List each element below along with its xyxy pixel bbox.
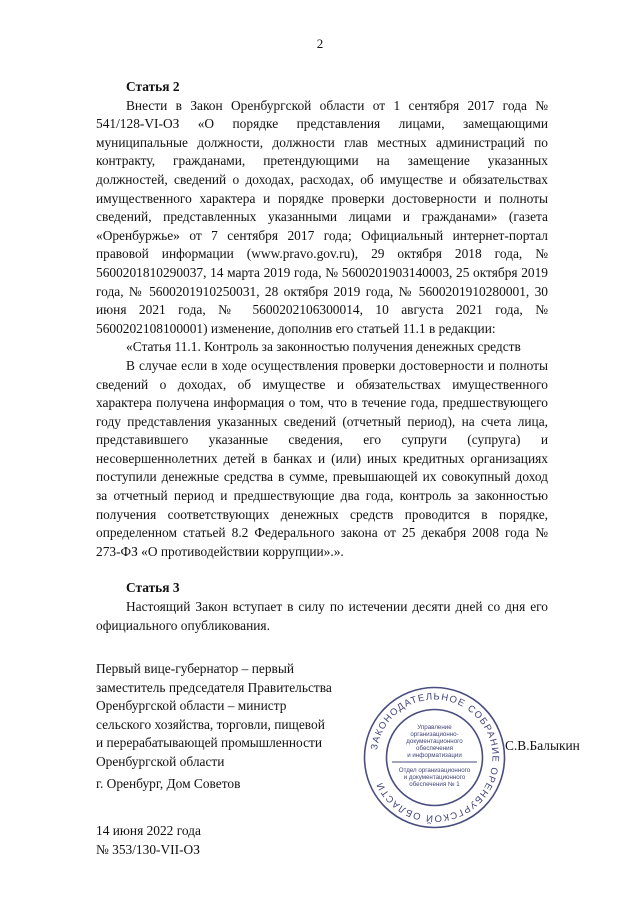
- position-line: сельского хозяйства, торговли, пищевой: [96, 716, 325, 732]
- article-2-title: Статья 2: [126, 79, 180, 94]
- seal-inner-line: обеспечения № 1: [409, 781, 460, 788]
- law-date: 14 июня 2022 года: [96, 823, 201, 838]
- position-line: Первый вице-губернатор – первый: [96, 661, 294, 676]
- seal-inner-line: Управление: [417, 724, 452, 731]
- document-body: [96, 78, 548, 635]
- seal-inner-line: обеспечения: [416, 745, 453, 752]
- position-line: заместитель председателя Правительства: [96, 679, 332, 695]
- page-number: 2: [316, 36, 324, 51]
- law-date-number: [96, 822, 201, 859]
- position-line: Оренбургской области: [96, 753, 225, 769]
- seal-outer-text: ЗАКОНОДАТЕЛЬНОЕ СОБРАНИЕ ОРЕНБУРГСКОЙ ОБЛАСТИ: [368, 691, 501, 824]
- seal-inner-line: Отдел организационного: [398, 767, 471, 774]
- seal-graphic: [362, 685, 507, 830]
- seal-inner-line: организационно-: [410, 731, 459, 738]
- signer-name: С.В.Балыкин: [505, 738, 580, 753]
- law-number: № 353/130-VII-ОЗ: [96, 841, 200, 857]
- seal-inner-line: документационного: [406, 738, 463, 745]
- position-line: Оренбургской области – министр: [96, 698, 287, 714]
- article-3-paragraph: Настоящий Закон вступает в силу по истечении десяти дней со дня его официального опубликования.: [96, 599, 548, 633]
- position-line: и перерабатывающей промышленности: [96, 735, 323, 751]
- seal-inner-line: и документационного: [403, 774, 466, 781]
- signatory-position: [96, 660, 356, 772]
- official-seal-icon: [362, 685, 507, 830]
- signing-place: г. Оренбург, Дом Советов: [96, 776, 241, 791]
- article-2-paragraph: Внести в Закон Оренбургской области от 1 сентября 2017 года № 541/128-VI-ОЗ «О порядке представления лицами, замещающими муниципальные должности, должности глав местных администраций по контракту, гражданами, претендующими на замещение указанных должностей, сведений о доходах, расходах, об имуществе и обязательствах имущественного характера и порядке проверки достоверности и полноты сведений, представленных указанными лицами и гражданами» (газета «Оренбуржье» от 7 сентября 2017 года; Официальный интернет-портал правовой информации (www.pravo.gov.ru), 29 октября 2018 года, № 5600201810290037, 14 марта 2019 года, № 5600201903140003, 25 октября 2019 года, № 5600201910250031, 28 октября 2019 года, № 5600201910280001, 30 июня 2021 года, № 5600202106300014, 10 августа 2021 года, № 5600202108100001) изменение, дополнив его статьей 11.1 в редакции:: [96, 97, 548, 336]
- article-3-title: Статья 3: [126, 580, 180, 596]
- article-2-quote-heading: «Статья 11.1. Контроль за законностью получения денежных средств: [126, 339, 521, 355]
- article-2-paragraph: В случае если в ходе осуществления проверки достоверности и полноты сведений о доходах, об имуществе и обязательствах имущественного характера получена информация о том, что в течение года, предшествующего году представления указанных сведений (отчетный период), на счета лица, представившего указанные сведения, его супруги (супруга) и несовершеннолетних детей в банках и (или) иных кредитных организациях поступили денежные средства в сумме, превышающей их совокупный доход за отчетный период и предшествующие два года, контроль за законностью получения соответствующих денежных средств проводится в порядке, определенном статьей 8.2 Федерального закона от 25 декабря 2008 года № 273-ФЗ «О противодействии коррупции».».: [96, 357, 548, 559]
- seal-inner-line: и информатизации: [407, 752, 462, 759]
